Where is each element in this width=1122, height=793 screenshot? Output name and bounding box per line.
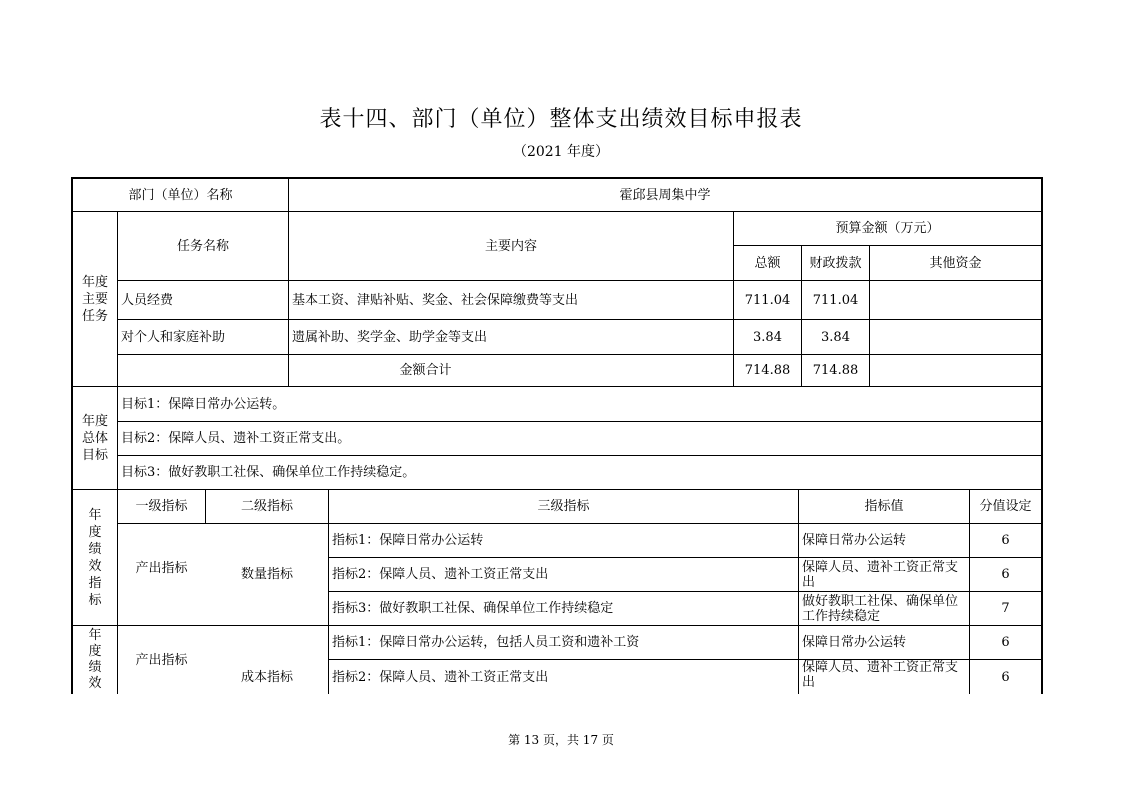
task-total: 711.04 (744, 292, 791, 308)
indicator-score: 6 (1001, 669, 1010, 685)
col-level3: 三级指标 (537, 499, 590, 514)
col-total: 总额 (754, 255, 781, 271)
col-task-name: 任务名称 (176, 238, 229, 254)
task-other (870, 281, 1041, 319)
goal-item: 目标2：保障人员、遗补工资正常支出。 (121, 431, 351, 446)
task-content: 基本工资、津贴补贴、奖金、社会保障缴费等支出 (292, 292, 579, 308)
sum-other (870, 355, 1041, 386)
task-total: 3.84 (753, 329, 782, 345)
indicators-section-label: 年 度 绩 效 指 标 (88, 507, 102, 608)
task-other (870, 320, 1041, 354)
level3-indicator: 指标1：保障日常办公运转，包括人员工资和遗补工资 (332, 635, 640, 650)
indicator-value: 保障日常办公运转 (802, 635, 907, 650)
indicator-score: 6 (1001, 533, 1010, 548)
col-score: 分值设定 (979, 499, 1032, 514)
page-title: 表十四、部门（单位）整体支出绩效目标申报表 (319, 107, 803, 132)
indicators-section-label-cont: 年 度 绩 效 (88, 628, 102, 691)
indicator-score: 7 (1001, 601, 1010, 616)
dept-label: 部门（单位）名称 (128, 187, 233, 203)
col-fiscal: 财政拨款 (809, 255, 862, 271)
col-indicator-value: 指标值 (864, 499, 904, 514)
indicator-score: 6 (1001, 635, 1010, 650)
indicator-value: 做好教职工社保、确保单位工作持续稳定 (802, 593, 959, 624)
level3-indicator: 指标2：保障人员、遗补工资正常支出 (332, 567, 549, 582)
tasks-section-label: 年度 主要 任务 (81, 274, 108, 324)
goal-item: 目标1：保障日常办公运转。 (121, 396, 286, 412)
task-fiscal: 711.04 (812, 292, 859, 308)
task-name: 对个人和家庭补助 (121, 329, 226, 345)
indicator-value: 保障日常办公运转 (802, 533, 907, 548)
indicator-value: 保障人员、遗补工资正常支出 (802, 660, 959, 690)
col-level2: 二级指标 (240, 499, 293, 514)
col-other: 其他资金 (929, 255, 982, 271)
dept-name: 霍邱县周集中学 (619, 187, 711, 203)
level3-indicator: 指标1：保障日常办公运转 (332, 533, 484, 548)
page-footer: 第 13 页，共 17 页 (508, 733, 614, 747)
level3-indicator: 指标3：做好教职工社保、确保单位工作持续稳定 (332, 601, 614, 616)
col-main-content: 主要内容 (484, 238, 537, 254)
sum-label: 金额合计 (399, 363, 452, 378)
level2-cost: 成本指标 (240, 669, 293, 685)
task-content: 遗属补助、奖学金、助学金等支出 (292, 329, 488, 345)
task-name: 人员经费 (121, 292, 174, 308)
col-budget: 预算金额（万元） (835, 221, 940, 236)
goals-section-label: 年度 总体 目标 (81, 413, 108, 463)
level1-output: 产出指标 (135, 652, 188, 668)
task-fiscal: 3.84 (821, 329, 850, 345)
sum-fiscal: 714.88 (812, 363, 859, 378)
sum-total: 714.88 (744, 363, 791, 378)
page-subtitle: （2021 年度） (512, 144, 610, 160)
col-level1: 一级指标 (135, 499, 188, 514)
level1-output: 产出指标 (135, 560, 188, 576)
level2-quantity: 数量指标 (240, 567, 293, 582)
goal-item: 目标3：做好教职工社保、确保单位工作持续稳定。 (121, 465, 416, 480)
indicator-value: 保障人员、遗补工资正常支出 (802, 559, 959, 590)
level3-indicator: 指标2：保障人员、遗补工资正常支出 (332, 669, 549, 685)
indicator-score: 6 (1001, 567, 1010, 582)
